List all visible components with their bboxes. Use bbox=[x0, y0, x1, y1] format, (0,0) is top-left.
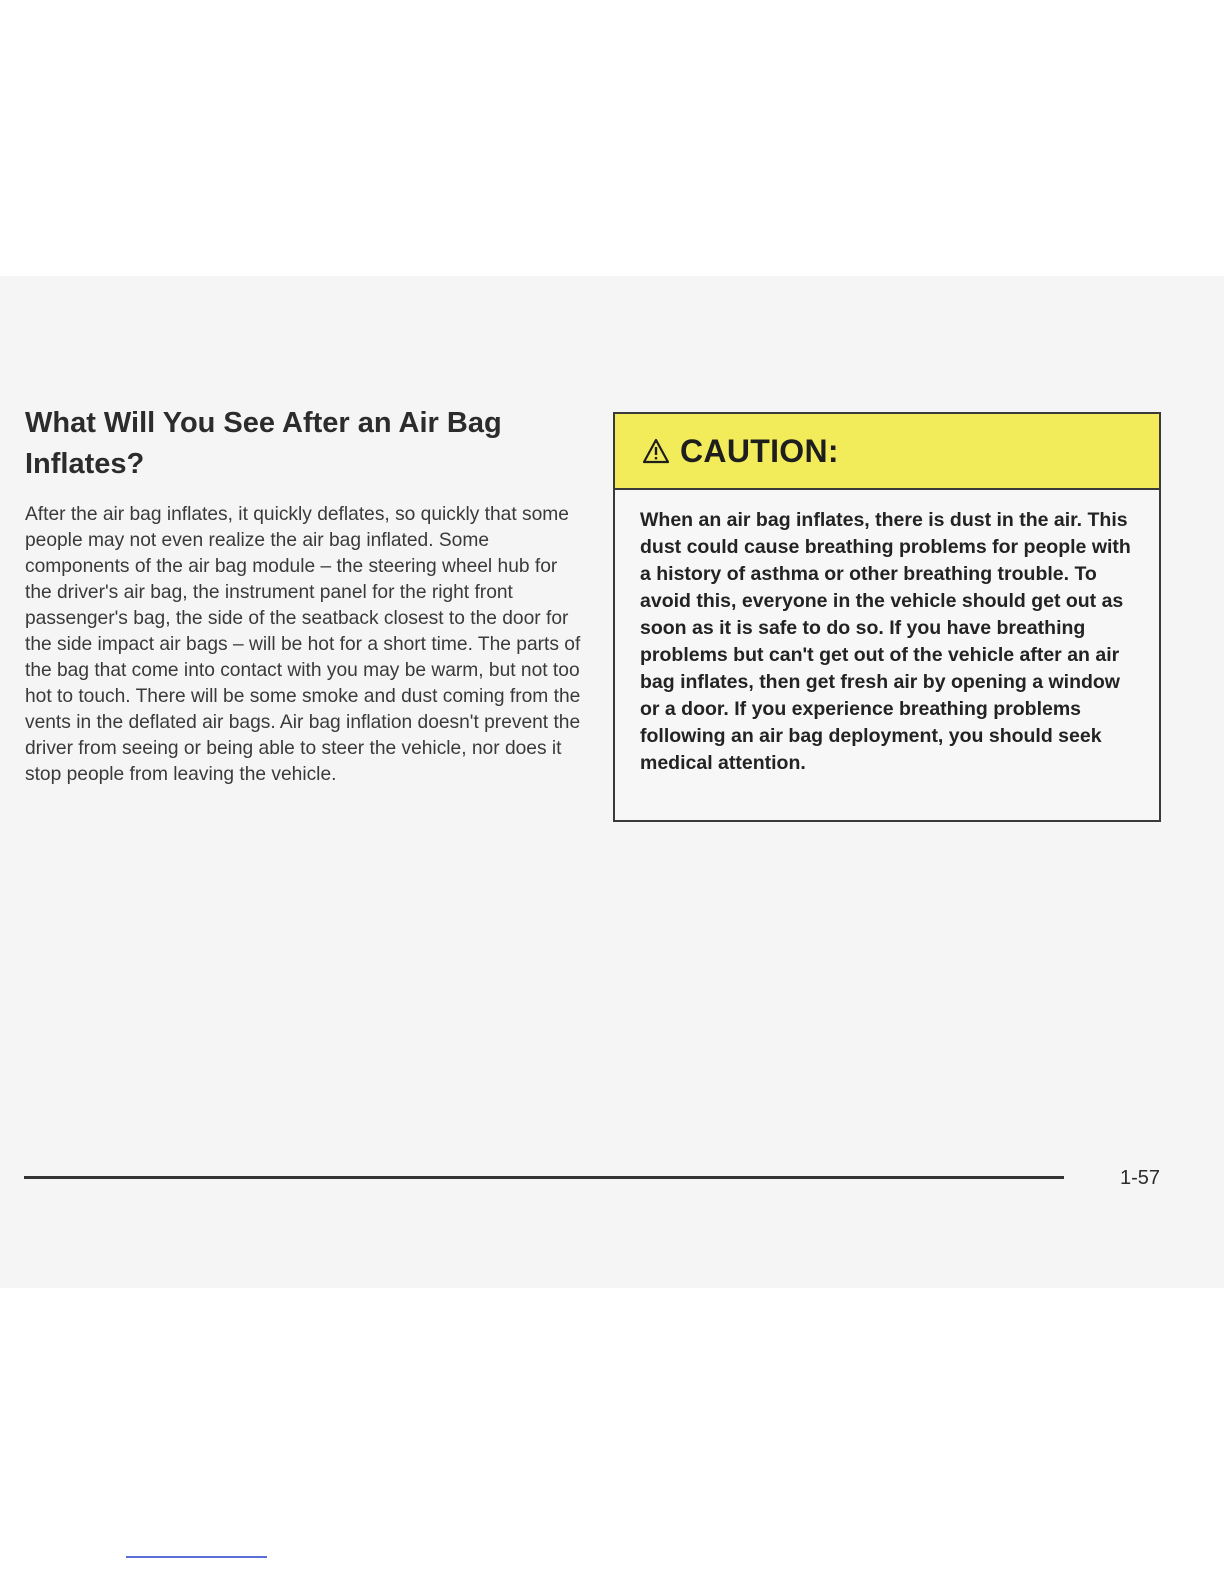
warning-triangle-icon bbox=[642, 438, 670, 464]
caution-box bbox=[613, 412, 1161, 822]
section-heading: What Will You See After an Air Bag Inflates? bbox=[25, 407, 502, 480]
caution-header bbox=[615, 414, 1159, 490]
page-number: 1-57 bbox=[1120, 1167, 1161, 1189]
caution-title: CAUTION: bbox=[680, 432, 839, 469]
bottom-divider bbox=[126, 1556, 267, 1558]
caution-text: When an air bag inflates, there is dust in the air. This dust could cause breathing problems for people with a history of asthma or other breathing trouble. To avoid this, everyone in the vehicle should get out as soon as it is safe to do so. If you have breathing problems but can't get out of the vehicle after an air bag inflates, then get fresh air by opening a window or a door. If you experience breathing problems following an air bag deployment, you should seek medical attention. bbox=[640, 509, 1131, 774]
section-body-text: After the air bag inflates, it quickly deflates, so quickly that some people may not even realize the air bag inflated. Some components of the air bag module – the steering wheel hub for the driver's air bag, the instrument panel for the right front passenger's bag, the side of the seatback closest to the door for the side impact air bags – will be hot for a short time. The parts of the bag that come into contact with you may be warm, but not too hot to touch. There will be some smoke and dust coming from the vents in the deflated air bags. Air bag inflation doesn't prevent the driver from seeing or being able to steer the vehicle, nor does it stop people from leaving the vehicle. bbox=[25, 504, 581, 785]
footer-rule bbox=[24, 1176, 1064, 1179]
